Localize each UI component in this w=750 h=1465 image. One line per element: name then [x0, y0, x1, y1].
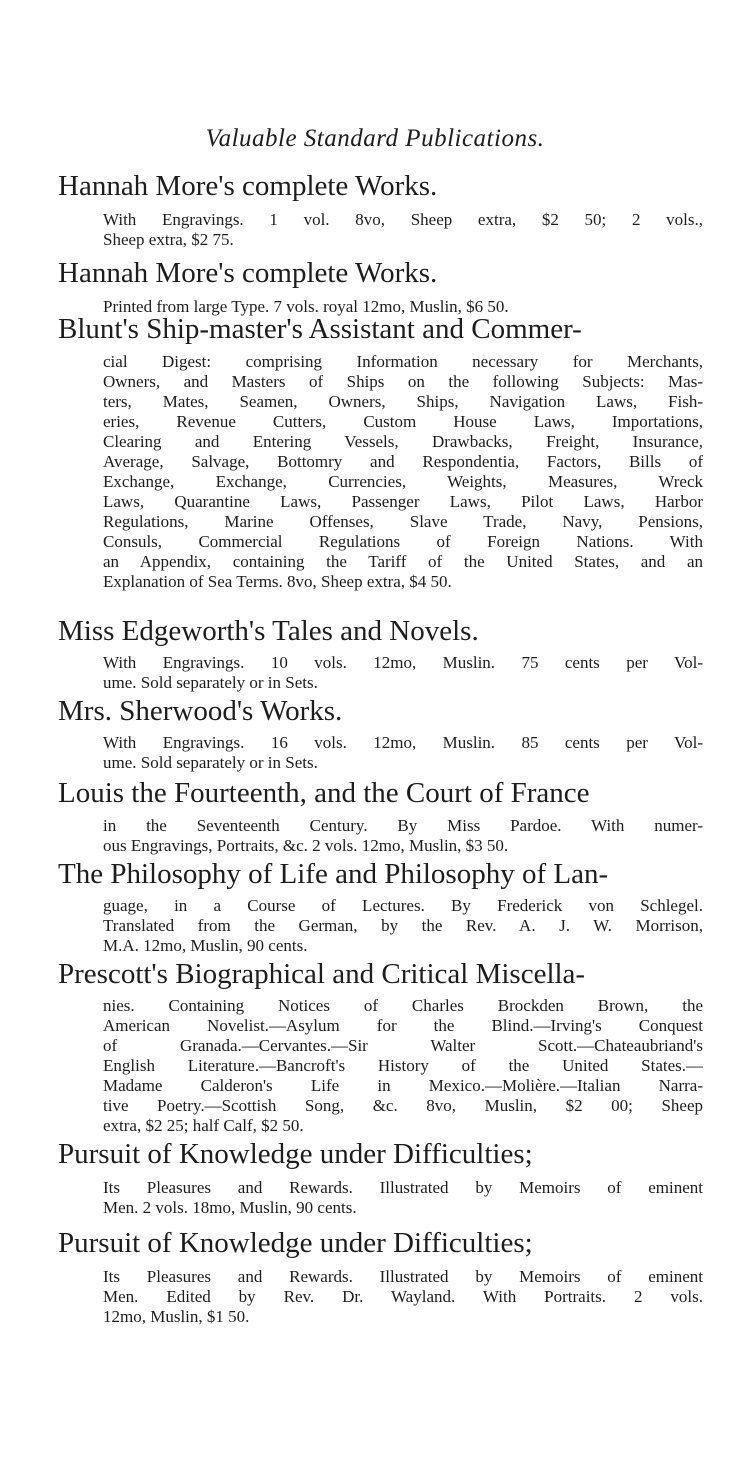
entry-description	[103, 1267, 703, 1327]
description-line: Its Pleasures and Rewards. Illustrated by Memoirs of eminent	[103, 1267, 703, 1286]
description-line: guage, in a Course of Lectures. By Frederick von Schlegel.	[103, 896, 703, 915]
entry-title: Mrs. Sherwood's Works.	[58, 695, 343, 727]
description-line: Laws, Quarantine Laws, Passenger Laws, Pilot Laws, Harbor	[103, 492, 703, 511]
description-line: an Appendix, containing the Tariff of the United States, and an	[103, 552, 703, 571]
description-line: With Engravings. 16 vols. 12mo, Muslin. 85 cents per Vol-	[103, 733, 703, 752]
description-line: Madame Calderon's Life in Mexico.—Molière.—Italian Narra-	[103, 1076, 703, 1095]
entry-description	[103, 733, 703, 773]
entry-title: Louis the Fourteenth, and the Court of France	[58, 777, 590, 809]
entry-description	[103, 896, 703, 956]
description-line: American Novelist.—Asylum for the Blind.—Irving's Conquest	[103, 1016, 703, 1035]
entry-title: Pursuit of Knowledge under Difficulties;	[58, 1227, 533, 1259]
entry-title: Blunt's Ship-master's Assistant and Commer-	[58, 313, 582, 345]
entry-title: Hannah More's complete Works.	[58, 170, 438, 202]
description-line: M.A. 12mo, Muslin, 90 cents.	[103, 936, 308, 955]
description-line: Men. Edited by Rev. Dr. Wayland. With Portraits. 2 vols.	[103, 1287, 703, 1306]
description-line: With Engravings. 10 vols. 12mo, Muslin. 75 cents per Vol-	[103, 653, 703, 672]
description-line: ters, Mates, Seamen, Owners, Ships, Navigation Laws, Fish-	[103, 392, 703, 411]
entry-title: Pursuit of Knowledge under Difficulties;	[58, 1138, 533, 1170]
entry-title: The Philosophy of Life and Philosophy of Lan-	[58, 858, 609, 890]
description-line: Exchange, Exchange, Currencies, Weights, Measures, Wreck	[103, 472, 703, 491]
description-line: tive Poetry.—Scottish Song, &c. 8vo, Muslin, $2 00; Sheep	[103, 1096, 703, 1115]
entry-description	[103, 210, 703, 250]
entry-title: Hannah More's complete Works.	[58, 257, 438, 289]
description-line: ume. Sold separately or in Sets.	[103, 753, 318, 772]
description-line: With Engravings. 1 vol. 8vo, Sheep extra, $2 50; 2 vols.,	[103, 210, 703, 229]
description-line: Consuls, Commercial Regulations of Foreign Nations. With	[103, 532, 703, 551]
description-line: ous Engravings, Portraits, &c. 2 vols. 12mo, Muslin, $3 50.	[103, 836, 509, 855]
entry-description	[103, 352, 703, 592]
description-line: eries, Revenue Cutters, Custom House Laws, Importations,	[103, 412, 703, 431]
description-line: Regulations, Marine Offenses, Slave Trade, Navy, Pensions,	[103, 512, 703, 531]
entry-description	[103, 816, 703, 856]
description-line: extra, $2 25; half Calf, $2 50.	[103, 1116, 304, 1135]
description-line: Its Pleasures and Rewards. Illustrated by Memoirs of eminent	[103, 1178, 703, 1197]
description-line: 12mo, Muslin, $1 50.	[103, 1307, 250, 1326]
entry-title: Miss Edgeworth's Tales and Novels.	[58, 615, 479, 647]
description-line: Clearing and Entering Vessels, Drawbacks, Freight, Insurance,	[103, 432, 703, 451]
description-line: ume. Sold separately or in Sets.	[103, 673, 318, 692]
description-line: Printed from large Type. 7 vols. royal 12mo, Muslin, $6 50.	[103, 297, 509, 316]
description-line: Translated from the German, by the Rev. A. J. W. Morrison,	[103, 916, 703, 935]
description-line: English Literature.—Bancroft's History of the United States.—	[103, 1056, 703, 1075]
description-line: in the Seventeenth Century. By Miss Pardoe. With numer-	[103, 816, 703, 835]
description-line: Men. 2 vols. 18mo, Muslin, 90 cents.	[103, 1198, 357, 1217]
description-line: Explanation of Sea Terms. 8vo, Sheep extra, $4 50.	[103, 572, 452, 591]
description-line: nies. Containing Notices of Charles Brockden Brown, the	[103, 996, 703, 1015]
entry-title: Prescott's Biographical and Critical Miscella-	[58, 958, 586, 990]
entry-description	[103, 1178, 703, 1218]
running-head: Valuable Standard Publications.	[205, 125, 545, 152]
description-line: Owners, and Masters of Ships on the following Subjects: Mas-	[103, 372, 703, 391]
entry-description	[103, 996, 703, 1136]
description-line: Average, Salvage, Bottomry and Respondentia, Factors, Bills of	[103, 452, 703, 471]
description-line: cial Digest: comprising Information necessary for Merchants,	[103, 352, 703, 371]
description-line: of Granada.—Cervantes.—Sir Walter Scott.—Chateaubriand's	[103, 1036, 703, 1055]
entry-description	[103, 653, 703, 693]
description-line: Sheep extra, $2 75.	[103, 230, 234, 249]
